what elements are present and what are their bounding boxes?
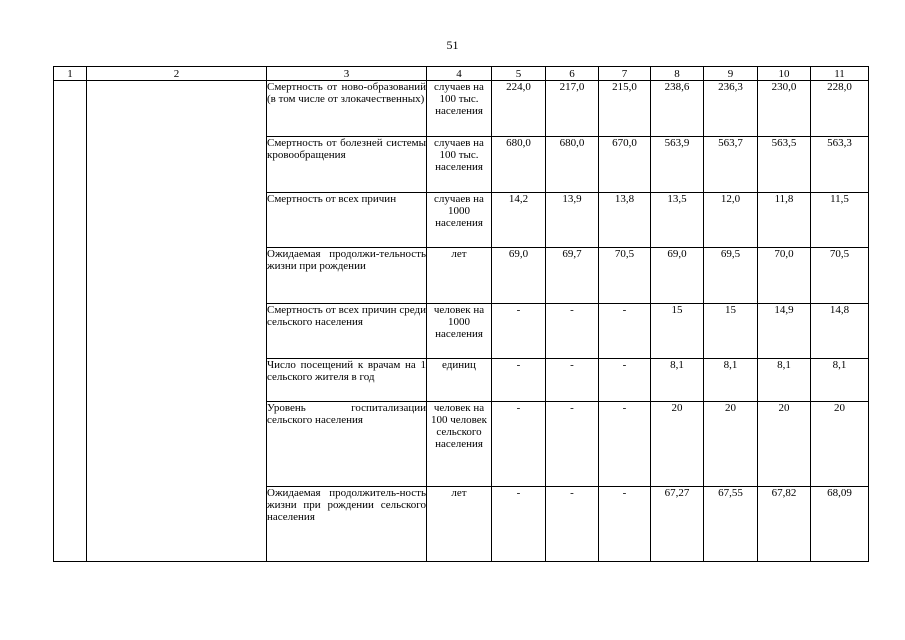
value-cell: 69,5 <box>704 248 758 304</box>
value-cell: 224,0 <box>492 81 546 137</box>
value-cell: 13,8 <box>599 193 651 248</box>
value-cell: 70,0 <box>758 248 811 304</box>
value-cell: 11,8 <box>758 193 811 248</box>
value-cell: 238,6 <box>651 81 704 137</box>
header-cell: 10 <box>758 67 811 81</box>
value-cell: 67,27 <box>651 487 704 562</box>
unit-cell: лет <box>427 487 492 562</box>
header-cell: 6 <box>546 67 599 81</box>
table-row <box>54 81 869 137</box>
value-cell: - <box>492 304 546 359</box>
value-cell: 14,8 <box>811 304 869 359</box>
value-cell: - <box>599 487 651 562</box>
value-cell: 70,5 <box>811 248 869 304</box>
value-cell: 69,7 <box>546 248 599 304</box>
indicator-name-cell: Ожидаемая продолжитель-ность жизни при рождении сельского населения <box>267 487 427 562</box>
unit-cell: человек на 1000 населения <box>427 304 492 359</box>
unit-cell: случаев на 100 тыс. населения <box>427 81 492 137</box>
value-cell: 680,0 <box>546 137 599 193</box>
header-cell: 1 <box>54 67 87 81</box>
value-cell: 12,0 <box>704 193 758 248</box>
value-cell: 670,0 <box>599 137 651 193</box>
value-cell: - <box>546 487 599 562</box>
value-cell: 228,0 <box>811 81 869 137</box>
value-cell: - <box>599 402 651 487</box>
value-cell: 20 <box>758 402 811 487</box>
unit-cell: случаев на 1000 населения <box>427 193 492 248</box>
value-cell: 236,3 <box>704 81 758 137</box>
header-cell: 4 <box>427 67 492 81</box>
indicator-name-cell: Смертность от всех причин среди сельского населения <box>267 304 427 359</box>
value-cell: 69,0 <box>492 248 546 304</box>
value-cell: 67,82 <box>758 487 811 562</box>
header-cell: 7 <box>599 67 651 81</box>
value-cell: - <box>599 304 651 359</box>
value-cell: 230,0 <box>758 81 811 137</box>
value-cell: 14,2 <box>492 193 546 248</box>
indicator-name-cell: Ожидаемая продолжи-тельность жизни при рождении <box>267 248 427 304</box>
value-cell: 563,9 <box>651 137 704 193</box>
value-cell: 8,1 <box>811 359 869 402</box>
table-header-row <box>54 67 869 81</box>
value-cell: 8,1 <box>651 359 704 402</box>
value-cell: 20 <box>651 402 704 487</box>
value-cell: 563,7 <box>704 137 758 193</box>
header-cell: 2 <box>87 67 267 81</box>
value-cell: 8,1 <box>758 359 811 402</box>
value-cell: 69,0 <box>651 248 704 304</box>
value-cell: 680,0 <box>492 137 546 193</box>
value-cell: - <box>492 359 546 402</box>
value-cell: 20 <box>704 402 758 487</box>
value-cell: - <box>546 359 599 402</box>
value-cell: 11,5 <box>811 193 869 248</box>
header-cell: 8 <box>651 67 704 81</box>
header-cell: 11 <box>811 67 869 81</box>
page-number: 51 <box>446 38 459 52</box>
value-cell: 20 <box>811 402 869 487</box>
value-cell: 563,3 <box>811 137 869 193</box>
indicator-name-cell: Смертность от ново-образований (в том числе от злокачественных) <box>267 81 427 137</box>
header-cell: 9 <box>704 67 758 81</box>
value-cell: - <box>492 487 546 562</box>
unit-cell: единиц <box>427 359 492 402</box>
unit-cell: лет <box>427 248 492 304</box>
header-cell: 5 <box>492 67 546 81</box>
header-cell: 3 <box>267 67 427 81</box>
value-cell: 215,0 <box>599 81 651 137</box>
value-cell: 217,0 <box>546 81 599 137</box>
value-cell: 13,5 <box>651 193 704 248</box>
value-cell: 15 <box>704 304 758 359</box>
value-cell: - <box>546 402 599 487</box>
indicators-table <box>53 66 869 562</box>
value-cell: 13,9 <box>546 193 599 248</box>
value-cell: 14,9 <box>758 304 811 359</box>
empty-cell-col1 <box>54 81 87 562</box>
value-cell: - <box>599 359 651 402</box>
value-cell: 67,55 <box>704 487 758 562</box>
value-cell: - <box>492 402 546 487</box>
unit-cell: случаев на 100 тыс. населения <box>427 137 492 193</box>
value-cell: 15 <box>651 304 704 359</box>
indicator-name-cell: Число посещений к врачам на 1 сельского жителя в год <box>267 359 427 402</box>
value-cell: 563,5 <box>758 137 811 193</box>
value-cell: - <box>546 304 599 359</box>
value-cell: 68,09 <box>811 487 869 562</box>
value-cell: 70,5 <box>599 248 651 304</box>
indicator-name-cell: Смертность от болезней системы кровообращения <box>267 137 427 193</box>
unit-cell: человек на 100 человек сельского населения <box>427 402 492 487</box>
indicator-name-cell: Смертность от всех причин <box>267 193 427 248</box>
indicator-name-cell: Уровень госпитализации сельского населения <box>267 402 427 487</box>
value-cell: 8,1 <box>704 359 758 402</box>
empty-cell-col2 <box>87 81 267 562</box>
